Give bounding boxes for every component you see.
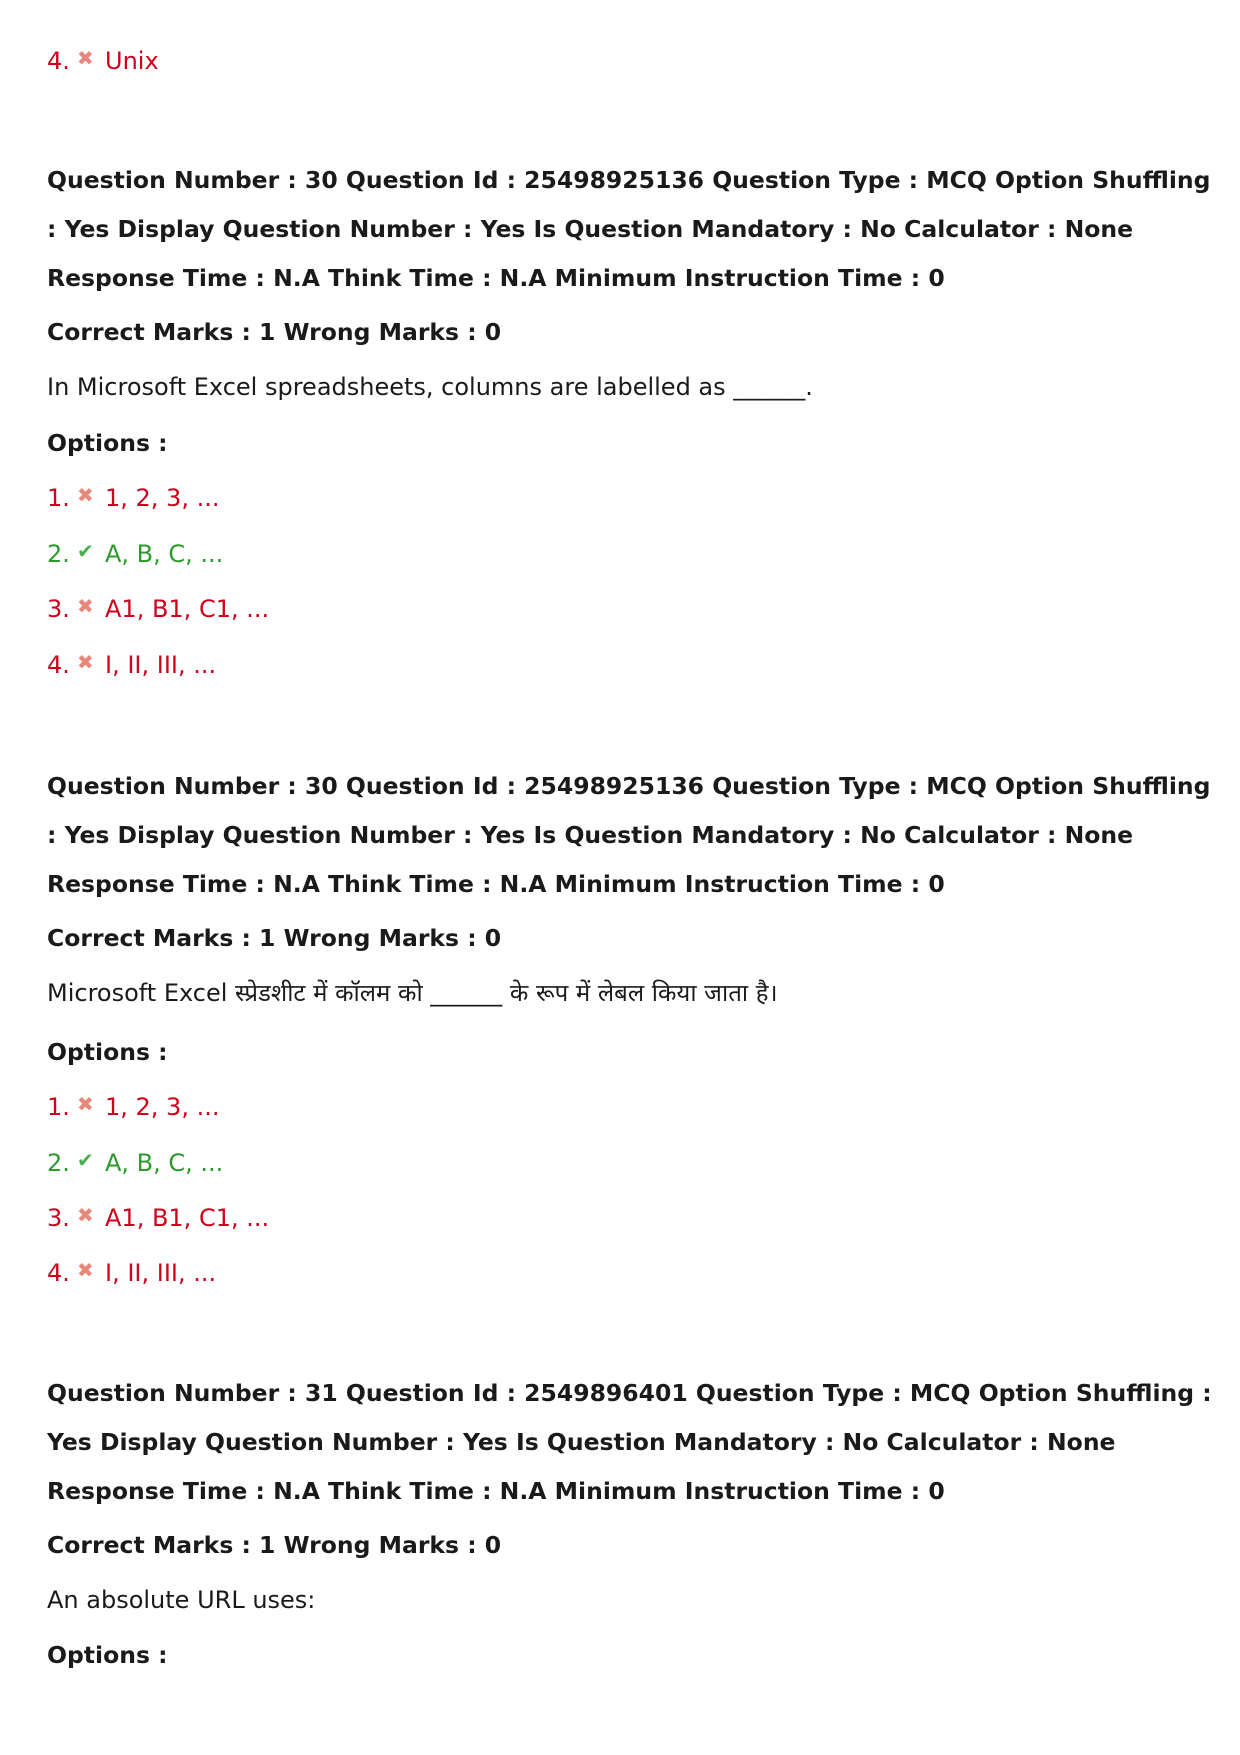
option-number: 2. — [47, 540, 70, 568]
option-number: 4. — [47, 651, 70, 679]
option-number: 3. — [47, 1204, 70, 1232]
cross-icon: ✖ — [77, 1258, 94, 1282]
option-text: I, II, III, ... — [105, 1259, 217, 1287]
question-metadata: Question Number : 31 Question Id : 2549896401 Question Type : MCQ Option Shuffling : Yes Display Question Number : Yes Is Question Mandatory : No Calculator : None Response Time : N.A Think Time : N.A Minimum Instruction Time : 0 — [47, 1379, 1212, 1505]
options-heading: Options : — [47, 1641, 168, 1669]
cross-icon: ✖ — [77, 594, 94, 618]
option-item — [47, 1148, 223, 1179]
option-text: A1, B1, C1, ... — [105, 595, 270, 623]
option-text: 1, 2, 3, ... — [105, 1093, 220, 1121]
cross-icon: ✖ — [77, 1092, 94, 1116]
marks-info: Correct Marks : 1 Wrong Marks : 0 — [47, 1531, 502, 1559]
question-text: Microsoft Excel स्प्रेडशीट में कॉलम को ______ के रूप में लेबल किया जाता है। — [47, 979, 778, 1007]
option-text: A, B, C, ... — [105, 1149, 224, 1177]
option-text: 1, 2, 3, ... — [105, 484, 220, 512]
options-heading: Options : — [47, 429, 168, 457]
question-metadata: Question Number : 30 Question Id : 25498925136 Question Type : MCQ Option Shuffling : Yes Display Question Number : Yes Is Question Mandatory : No Calculator : None Response Time : N.A Think Time : N.A Minimum Instruction Time : 0 — [47, 166, 1211, 292]
cross-icon: ✖ — [77, 1203, 94, 1227]
question-text: An absolute URL uses: — [47, 1586, 316, 1614]
option-number: 4. — [47, 47, 70, 75]
checkmark-icon: ✔ — [77, 1148, 94, 1172]
options-heading: Options : — [47, 1038, 168, 1066]
option-item — [47, 46, 159, 77]
option-item — [47, 483, 219, 514]
marks-info: Correct Marks : 1 Wrong Marks : 0 — [47, 924, 502, 952]
option-item — [47, 539, 223, 570]
option-text: I, II, III, ... — [105, 651, 217, 679]
option-text: Unix — [105, 47, 159, 75]
question-metadata: Question Number : 30 Question Id : 25498925136 Question Type : MCQ Option Shuffling : Yes Display Question Number : Yes Is Question Mandatory : No Calculator : None Response Time : N.A Think Time : N.A Minimum Instruction Time : 0 — [47, 772, 1211, 898]
option-item — [47, 1203, 269, 1234]
option-item — [47, 1258, 216, 1289]
option-number: 4. — [47, 1259, 70, 1287]
option-item — [47, 594, 269, 625]
cross-icon: ✖ — [77, 650, 94, 674]
cross-icon: ✖ — [77, 46, 94, 70]
option-number: 2. — [47, 1149, 70, 1177]
option-number: 1. — [47, 484, 70, 512]
option-text: A1, B1, C1, ... — [105, 1204, 270, 1232]
cross-icon: ✖ — [77, 483, 94, 507]
question-text: In Microsoft Excel spreadsheets, columns are labelled as ______. — [47, 373, 813, 401]
option-item — [47, 1092, 219, 1123]
option-item — [47, 650, 216, 681]
option-text: A, B, C, ... — [105, 540, 224, 568]
option-number: 1. — [47, 1093, 70, 1121]
option-number: 3. — [47, 595, 70, 623]
checkmark-icon: ✔ — [77, 539, 94, 563]
marks-info: Correct Marks : 1 Wrong Marks : 0 — [47, 318, 502, 346]
